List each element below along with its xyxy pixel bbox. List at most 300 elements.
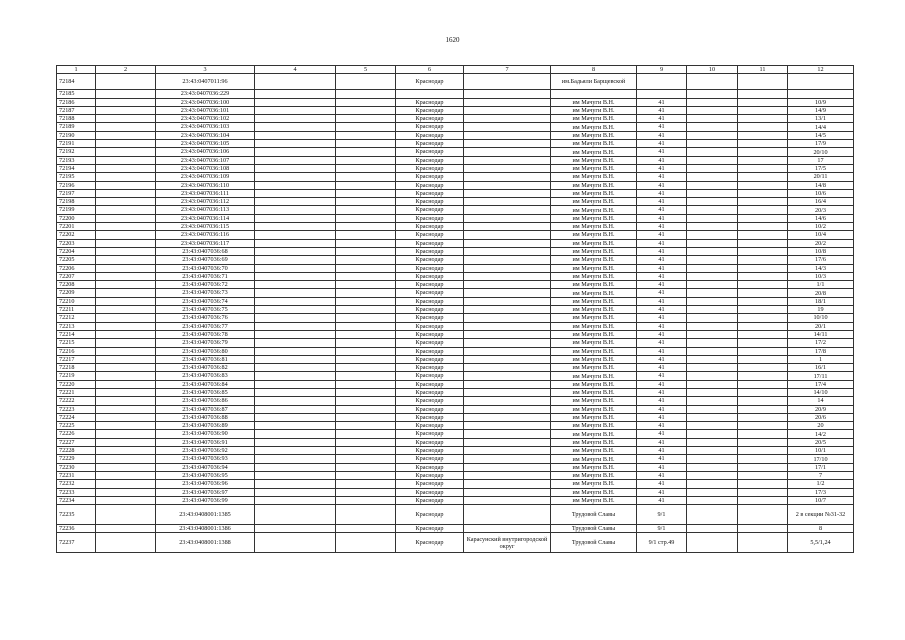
cell-col-1: 72228 — [57, 447, 96, 455]
cell-col-10 — [687, 347, 738, 355]
cell-col-1: 72220 — [57, 380, 96, 388]
cell-col-7 — [464, 505, 551, 525]
cell-col-4 — [255, 463, 336, 471]
table-row — [57, 256, 854, 264]
cell-col-8: им Мачуги В.Н. — [551, 173, 637, 181]
cell-col-1: 72232 — [57, 480, 96, 488]
cell-col-3: 23:43:0408001:1388 — [156, 533, 255, 553]
cell-col-7 — [464, 380, 551, 388]
cell-col-7 — [464, 405, 551, 413]
cell-col-7 — [464, 173, 551, 181]
cell-col-10 — [687, 106, 738, 114]
cell-col-7 — [464, 289, 551, 297]
cell-col-2 — [96, 206, 156, 214]
cell-col-11 — [738, 533, 788, 553]
cell-col-6: Краснодар — [396, 106, 464, 114]
cell-col-7 — [464, 272, 551, 280]
cell-col-2 — [96, 306, 156, 314]
cell-col-10 — [687, 413, 738, 421]
cell-col-9: 41 — [637, 214, 687, 222]
cell-col-1: 72217 — [57, 355, 96, 363]
cell-col-11 — [738, 330, 788, 338]
cell-col-8: им Мачуги В.Н. — [551, 281, 637, 289]
cell-col-12: 20/6 — [788, 413, 854, 421]
cell-col-5 — [336, 115, 396, 123]
cell-col-3: 23:43:0407036:76 — [156, 314, 255, 322]
cell-col-10 — [687, 488, 738, 496]
cell-col-6: Краснодар — [396, 471, 464, 479]
cell-col-11 — [738, 115, 788, 123]
cell-col-8: им Мачуги В.Н. — [551, 405, 637, 413]
cell-col-2 — [96, 422, 156, 430]
cell-col-9: 41 — [637, 380, 687, 388]
cell-col-11 — [738, 189, 788, 197]
cell-col-8: им Мачуги В.Н. — [551, 388, 637, 396]
cell-col-4 — [255, 106, 336, 114]
table-row — [57, 123, 854, 131]
cell-col-7 — [464, 471, 551, 479]
cell-col-2 — [96, 380, 156, 388]
cell-col-8: им Мачуги В.Н. — [551, 447, 637, 455]
cell-col-8: им Мачуги В.Н. — [551, 256, 637, 264]
cell-col-8: им Мачуги В.Н. — [551, 231, 637, 239]
cell-col-4 — [255, 297, 336, 305]
cell-col-2 — [96, 447, 156, 455]
cell-col-8: им Мачуги В.Н. — [551, 206, 637, 214]
cell-col-9: 41 — [637, 447, 687, 455]
cell-col-10 — [687, 131, 738, 139]
cell-col-2 — [96, 272, 156, 280]
cell-col-9: 41 — [637, 471, 687, 479]
cell-col-6: Краснодар — [396, 289, 464, 297]
cell-col-1: 72234 — [57, 496, 96, 504]
cell-col-8: им Мачуги В.Н. — [551, 272, 637, 280]
cell-col-5 — [336, 173, 396, 181]
cell-col-9: 41 — [637, 355, 687, 363]
cell-col-11 — [738, 455, 788, 463]
cell-col-12: 7 — [788, 471, 854, 479]
cell-col-12: 20/2 — [788, 239, 854, 247]
cell-col-11 — [738, 488, 788, 496]
cell-col-1: 72187 — [57, 106, 96, 114]
cell-col-8: им.Бадьяли Барщевской — [551, 74, 637, 90]
cell-col-12: 10/2 — [788, 223, 854, 231]
cell-col-5 — [336, 247, 396, 255]
cell-col-6: Краснодар — [396, 123, 464, 131]
cell-col-3: 23:43:0407011:96 — [156, 74, 255, 90]
cell-col-4 — [255, 74, 336, 90]
cell-col-2 — [96, 289, 156, 297]
table-row — [57, 223, 854, 231]
cell-col-11 — [738, 422, 788, 430]
cell-col-7 — [464, 525, 551, 533]
cell-col-11 — [738, 388, 788, 396]
cell-col-10 — [687, 289, 738, 297]
cell-col-5 — [336, 281, 396, 289]
column-header: 5 — [336, 66, 396, 74]
cell-col-6: Краснодар — [396, 173, 464, 181]
cell-col-9: 41 — [637, 330, 687, 338]
cell-col-9: 41 — [637, 422, 687, 430]
table-row — [57, 247, 854, 255]
cell-col-10 — [687, 471, 738, 479]
cell-col-4 — [255, 206, 336, 214]
cell-col-4 — [255, 422, 336, 430]
cell-col-6: Краснодар — [396, 505, 464, 525]
cell-col-4 — [255, 314, 336, 322]
cell-col-11 — [738, 131, 788, 139]
cell-col-4 — [255, 388, 336, 396]
cell-col-10 — [687, 223, 738, 231]
cell-col-7 — [464, 388, 551, 396]
cell-col-3: 23:43:0407036:103 — [156, 123, 255, 131]
cell-col-7 — [464, 156, 551, 164]
cell-col-3: 23:43:0407036:92 — [156, 447, 255, 455]
cell-col-1: 72208 — [57, 281, 96, 289]
cell-col-6: Краснодар — [396, 239, 464, 247]
cell-col-7 — [464, 281, 551, 289]
cell-col-6: Краснодар — [396, 355, 464, 363]
cell-col-8: им Мачуги В.Н. — [551, 264, 637, 272]
cell-col-5 — [336, 156, 396, 164]
cell-col-5 — [336, 430, 396, 438]
table-row — [57, 106, 854, 114]
cell-col-4 — [255, 447, 336, 455]
cell-col-6: Краснодар — [396, 272, 464, 280]
cell-col-8: им Мачуги В.Н. — [551, 463, 637, 471]
cell-col-10 — [687, 189, 738, 197]
cell-col-4 — [255, 525, 336, 533]
cell-col-11 — [738, 480, 788, 488]
cell-col-7 — [464, 488, 551, 496]
cell-col-8: им Мачуги В.Н. — [551, 164, 637, 172]
column-header: 9 — [637, 66, 687, 74]
cell-col-8: им Мачуги В.Н. — [551, 115, 637, 123]
cell-col-9: 41 — [637, 281, 687, 289]
cell-col-6: Краснодар — [396, 256, 464, 264]
cell-col-3: 23:43:0407036:90 — [156, 430, 255, 438]
cell-col-6: Краснодар — [396, 397, 464, 405]
cell-col-4 — [255, 140, 336, 148]
cell-col-8: им Мачуги В.Н. — [551, 355, 637, 363]
cell-col-3: 23:43:0407036:82 — [156, 364, 255, 372]
table-row — [57, 140, 854, 148]
cell-col-4 — [255, 306, 336, 314]
cell-col-10 — [687, 533, 738, 553]
cell-col-3: 23:43:0407036:229 — [156, 90, 255, 98]
cell-col-1: 72197 — [57, 189, 96, 197]
cell-col-10 — [687, 181, 738, 189]
cell-col-7 — [464, 231, 551, 239]
cell-col-1: 72190 — [57, 131, 96, 139]
cell-col-12: 10/3 — [788, 272, 854, 280]
cell-col-9: 41 — [637, 156, 687, 164]
table-row — [57, 189, 854, 197]
cell-col-3: 23:43:0407036:84 — [156, 380, 255, 388]
cell-col-5 — [336, 496, 396, 504]
cell-col-12: 10/4 — [788, 231, 854, 239]
cell-col-2 — [96, 264, 156, 272]
cell-col-3: 23:43:0407036:69 — [156, 256, 255, 264]
cell-col-5 — [336, 438, 396, 446]
table-row — [57, 480, 854, 488]
cell-col-2 — [96, 388, 156, 396]
cell-col-1: 72227 — [57, 438, 96, 446]
cell-col-10 — [687, 156, 738, 164]
cell-col-3: 23:43:0407036:105 — [156, 140, 255, 148]
table-row — [57, 272, 854, 280]
cell-col-2 — [96, 405, 156, 413]
cell-col-9: 41 — [637, 98, 687, 106]
table-row — [57, 430, 854, 438]
cell-col-5 — [336, 405, 396, 413]
cell-col-4 — [255, 533, 336, 553]
cell-col-9: 41 — [637, 123, 687, 131]
cell-col-7 — [464, 239, 551, 247]
cell-col-5 — [336, 239, 396, 247]
cell-col-2 — [96, 525, 156, 533]
table-row — [57, 405, 854, 413]
cell-col-3: 23:43:0407036:100 — [156, 98, 255, 106]
table-row — [57, 264, 854, 272]
cell-col-4 — [255, 405, 336, 413]
cell-col-2 — [96, 131, 156, 139]
cell-col-11 — [738, 247, 788, 255]
cell-col-1: 72211 — [57, 306, 96, 314]
cell-col-12: 5,5/1,24 — [788, 533, 854, 553]
cell-col-6: Краснодар — [396, 314, 464, 322]
cell-col-6: Краснодар — [396, 231, 464, 239]
column-header: 3 — [156, 66, 255, 74]
cell-col-4 — [255, 256, 336, 264]
cell-col-12: 14/2 — [788, 430, 854, 438]
cell-col-10 — [687, 322, 738, 330]
cell-col-11 — [738, 380, 788, 388]
cell-col-3: 23:43:0407036:96 — [156, 480, 255, 488]
table-row — [57, 115, 854, 123]
table-row — [57, 148, 854, 156]
column-header: 10 — [687, 66, 738, 74]
cell-col-9: 41 — [637, 322, 687, 330]
cell-col-7 — [464, 264, 551, 272]
cell-col-7 — [464, 189, 551, 197]
cell-col-8: им Мачуги В.Н. — [551, 189, 637, 197]
cell-col-8: Трудовой Славы — [551, 525, 637, 533]
cell-col-10 — [687, 447, 738, 455]
cell-col-8: им Мачуги В.Н. — [551, 106, 637, 114]
cell-col-1: 72195 — [57, 173, 96, 181]
cell-col-10 — [687, 74, 738, 90]
cell-col-12: 14/4 — [788, 123, 854, 131]
cell-col-1: 72222 — [57, 397, 96, 405]
cell-col-12: 14/10 — [788, 388, 854, 396]
cell-col-7 — [464, 148, 551, 156]
cell-col-3: 23:43:0407036:107 — [156, 156, 255, 164]
cell-col-1: 72214 — [57, 330, 96, 338]
table-row — [57, 330, 854, 338]
cell-col-5 — [336, 488, 396, 496]
cell-col-3: 23:43:0407036:95 — [156, 471, 255, 479]
cell-col-12: 2 в секции №31-32 — [788, 505, 854, 525]
cell-col-6: Краснодар — [396, 74, 464, 90]
cell-col-7 — [464, 314, 551, 322]
cell-col-9: 41 — [637, 463, 687, 471]
cell-col-12: 10/6 — [788, 189, 854, 197]
cell-col-11 — [738, 148, 788, 156]
cell-col-7 — [464, 131, 551, 139]
cell-col-6: Краснодар — [396, 455, 464, 463]
cell-col-8: им Мачуги В.Н. — [551, 438, 637, 446]
cell-col-5 — [336, 397, 396, 405]
cell-col-3: 23:43:0408001:1386 — [156, 525, 255, 533]
cell-col-4 — [255, 347, 336, 355]
cell-col-7 — [464, 90, 551, 98]
table-row — [57, 156, 854, 164]
cell-col-5 — [336, 106, 396, 114]
cell-col-2 — [96, 372, 156, 380]
table-row — [57, 306, 854, 314]
cell-col-10 — [687, 306, 738, 314]
cell-col-5 — [336, 347, 396, 355]
cell-col-9: 41 — [637, 405, 687, 413]
table-row — [57, 173, 854, 181]
cell-col-9: 41 — [637, 297, 687, 305]
cell-col-9: 9/1 — [637, 525, 687, 533]
cell-col-3: 23:43:0407036:106 — [156, 148, 255, 156]
cell-col-7 — [464, 355, 551, 363]
cell-col-5 — [336, 214, 396, 222]
cell-col-1: 72230 — [57, 463, 96, 471]
cell-col-9: 41 — [637, 198, 687, 206]
cell-col-8: им Мачуги В.Н. — [551, 471, 637, 479]
cell-col-12: 14/5 — [788, 131, 854, 139]
page-number: 1620 — [445, 36, 460, 44]
cell-col-3: 23:43:0407036:72 — [156, 281, 255, 289]
table-row — [57, 90, 854, 98]
cell-col-9: 41 — [637, 480, 687, 488]
cell-col-2 — [96, 214, 156, 222]
cell-col-3: 23:43:0407036:102 — [156, 115, 255, 123]
cell-col-9: 41 — [637, 115, 687, 123]
cell-col-4 — [255, 438, 336, 446]
table-row — [57, 525, 854, 533]
cell-col-1: 72192 — [57, 148, 96, 156]
cell-col-10 — [687, 380, 738, 388]
cell-col-9: 41 — [637, 247, 687, 255]
cell-col-12: 17/11 — [788, 372, 854, 380]
cell-col-6: Краснодар — [396, 140, 464, 148]
cell-col-9: 41 — [637, 364, 687, 372]
cell-col-7 — [464, 422, 551, 430]
table-row — [57, 447, 854, 455]
cell-col-2 — [96, 231, 156, 239]
cell-col-4 — [255, 214, 336, 222]
cell-col-12: 10/1 — [788, 447, 854, 455]
cell-col-5 — [336, 355, 396, 363]
cell-col-12: 14/11 — [788, 330, 854, 338]
cell-col-5 — [336, 181, 396, 189]
cell-col-9: 41 — [637, 106, 687, 114]
cell-col-1: 72231 — [57, 471, 96, 479]
table-row — [57, 231, 854, 239]
cell-col-9: 41 — [637, 164, 687, 172]
cell-col-12: 17/2 — [788, 339, 854, 347]
cell-col-4 — [255, 156, 336, 164]
cell-col-5 — [336, 447, 396, 455]
cell-col-6: Краснодар — [396, 98, 464, 106]
cell-col-9: 41 — [637, 306, 687, 314]
cell-col-11 — [738, 198, 788, 206]
cell-col-4 — [255, 247, 336, 255]
cell-col-6: Краснодар — [396, 488, 464, 496]
cell-col-4 — [255, 198, 336, 206]
cell-col-2 — [96, 297, 156, 305]
cell-col-10 — [687, 430, 738, 438]
cell-col-8: им Мачуги В.Н. — [551, 496, 637, 504]
cell-col-5 — [336, 533, 396, 553]
table-row — [57, 397, 854, 405]
table-row — [57, 488, 854, 496]
cell-col-12: 20/9 — [788, 405, 854, 413]
cell-col-11 — [738, 181, 788, 189]
cell-col-2 — [96, 98, 156, 106]
table-row — [57, 289, 854, 297]
cell-col-8: им Мачуги В.Н. — [551, 488, 637, 496]
cell-col-3: 23:43:0407036:109 — [156, 173, 255, 181]
cell-col-7 — [464, 98, 551, 106]
cell-col-5 — [336, 380, 396, 388]
cell-col-1: 72186 — [57, 98, 96, 106]
cell-col-10 — [687, 422, 738, 430]
cell-col-8: им Мачуги В.Н. — [551, 223, 637, 231]
cell-col-10 — [687, 525, 738, 533]
cell-col-11 — [738, 339, 788, 347]
cell-col-9 — [637, 90, 687, 98]
cell-col-4 — [255, 173, 336, 181]
table-row — [57, 471, 854, 479]
cell-col-4 — [255, 488, 336, 496]
cell-col-6: Краснодар — [396, 438, 464, 446]
cell-col-5 — [336, 480, 396, 488]
table-row — [57, 181, 854, 189]
cell-col-10 — [687, 364, 738, 372]
cell-col-12: 10/7 — [788, 496, 854, 504]
cell-col-11 — [738, 239, 788, 247]
cell-col-9: 9/1 — [637, 505, 687, 525]
column-header: 1 — [57, 66, 96, 74]
cell-col-3: 23:43:0407036:77 — [156, 322, 255, 330]
column-header: 7 — [464, 66, 551, 74]
table-row — [57, 347, 854, 355]
cell-col-11 — [738, 463, 788, 471]
cell-col-6: Краснодар — [396, 214, 464, 222]
cell-col-2 — [96, 173, 156, 181]
cell-col-1: 72191 — [57, 140, 96, 148]
cell-col-1: 72209 — [57, 289, 96, 297]
cell-col-3: 23:43:0407036:80 — [156, 347, 255, 355]
table-row — [57, 533, 854, 553]
cell-col-8: им Мачуги В.Н. — [551, 430, 637, 438]
cell-col-2 — [96, 189, 156, 197]
cell-col-9: 41 — [637, 206, 687, 214]
cell-col-12: 14 — [788, 397, 854, 405]
cell-col-12: 17/1 — [788, 463, 854, 471]
cell-col-8: им Мачуги В.Н. — [551, 148, 637, 156]
cell-col-5 — [336, 264, 396, 272]
cell-col-3: 23:43:0407036:93 — [156, 455, 255, 463]
cell-col-2 — [96, 438, 156, 446]
cell-col-10 — [687, 496, 738, 504]
